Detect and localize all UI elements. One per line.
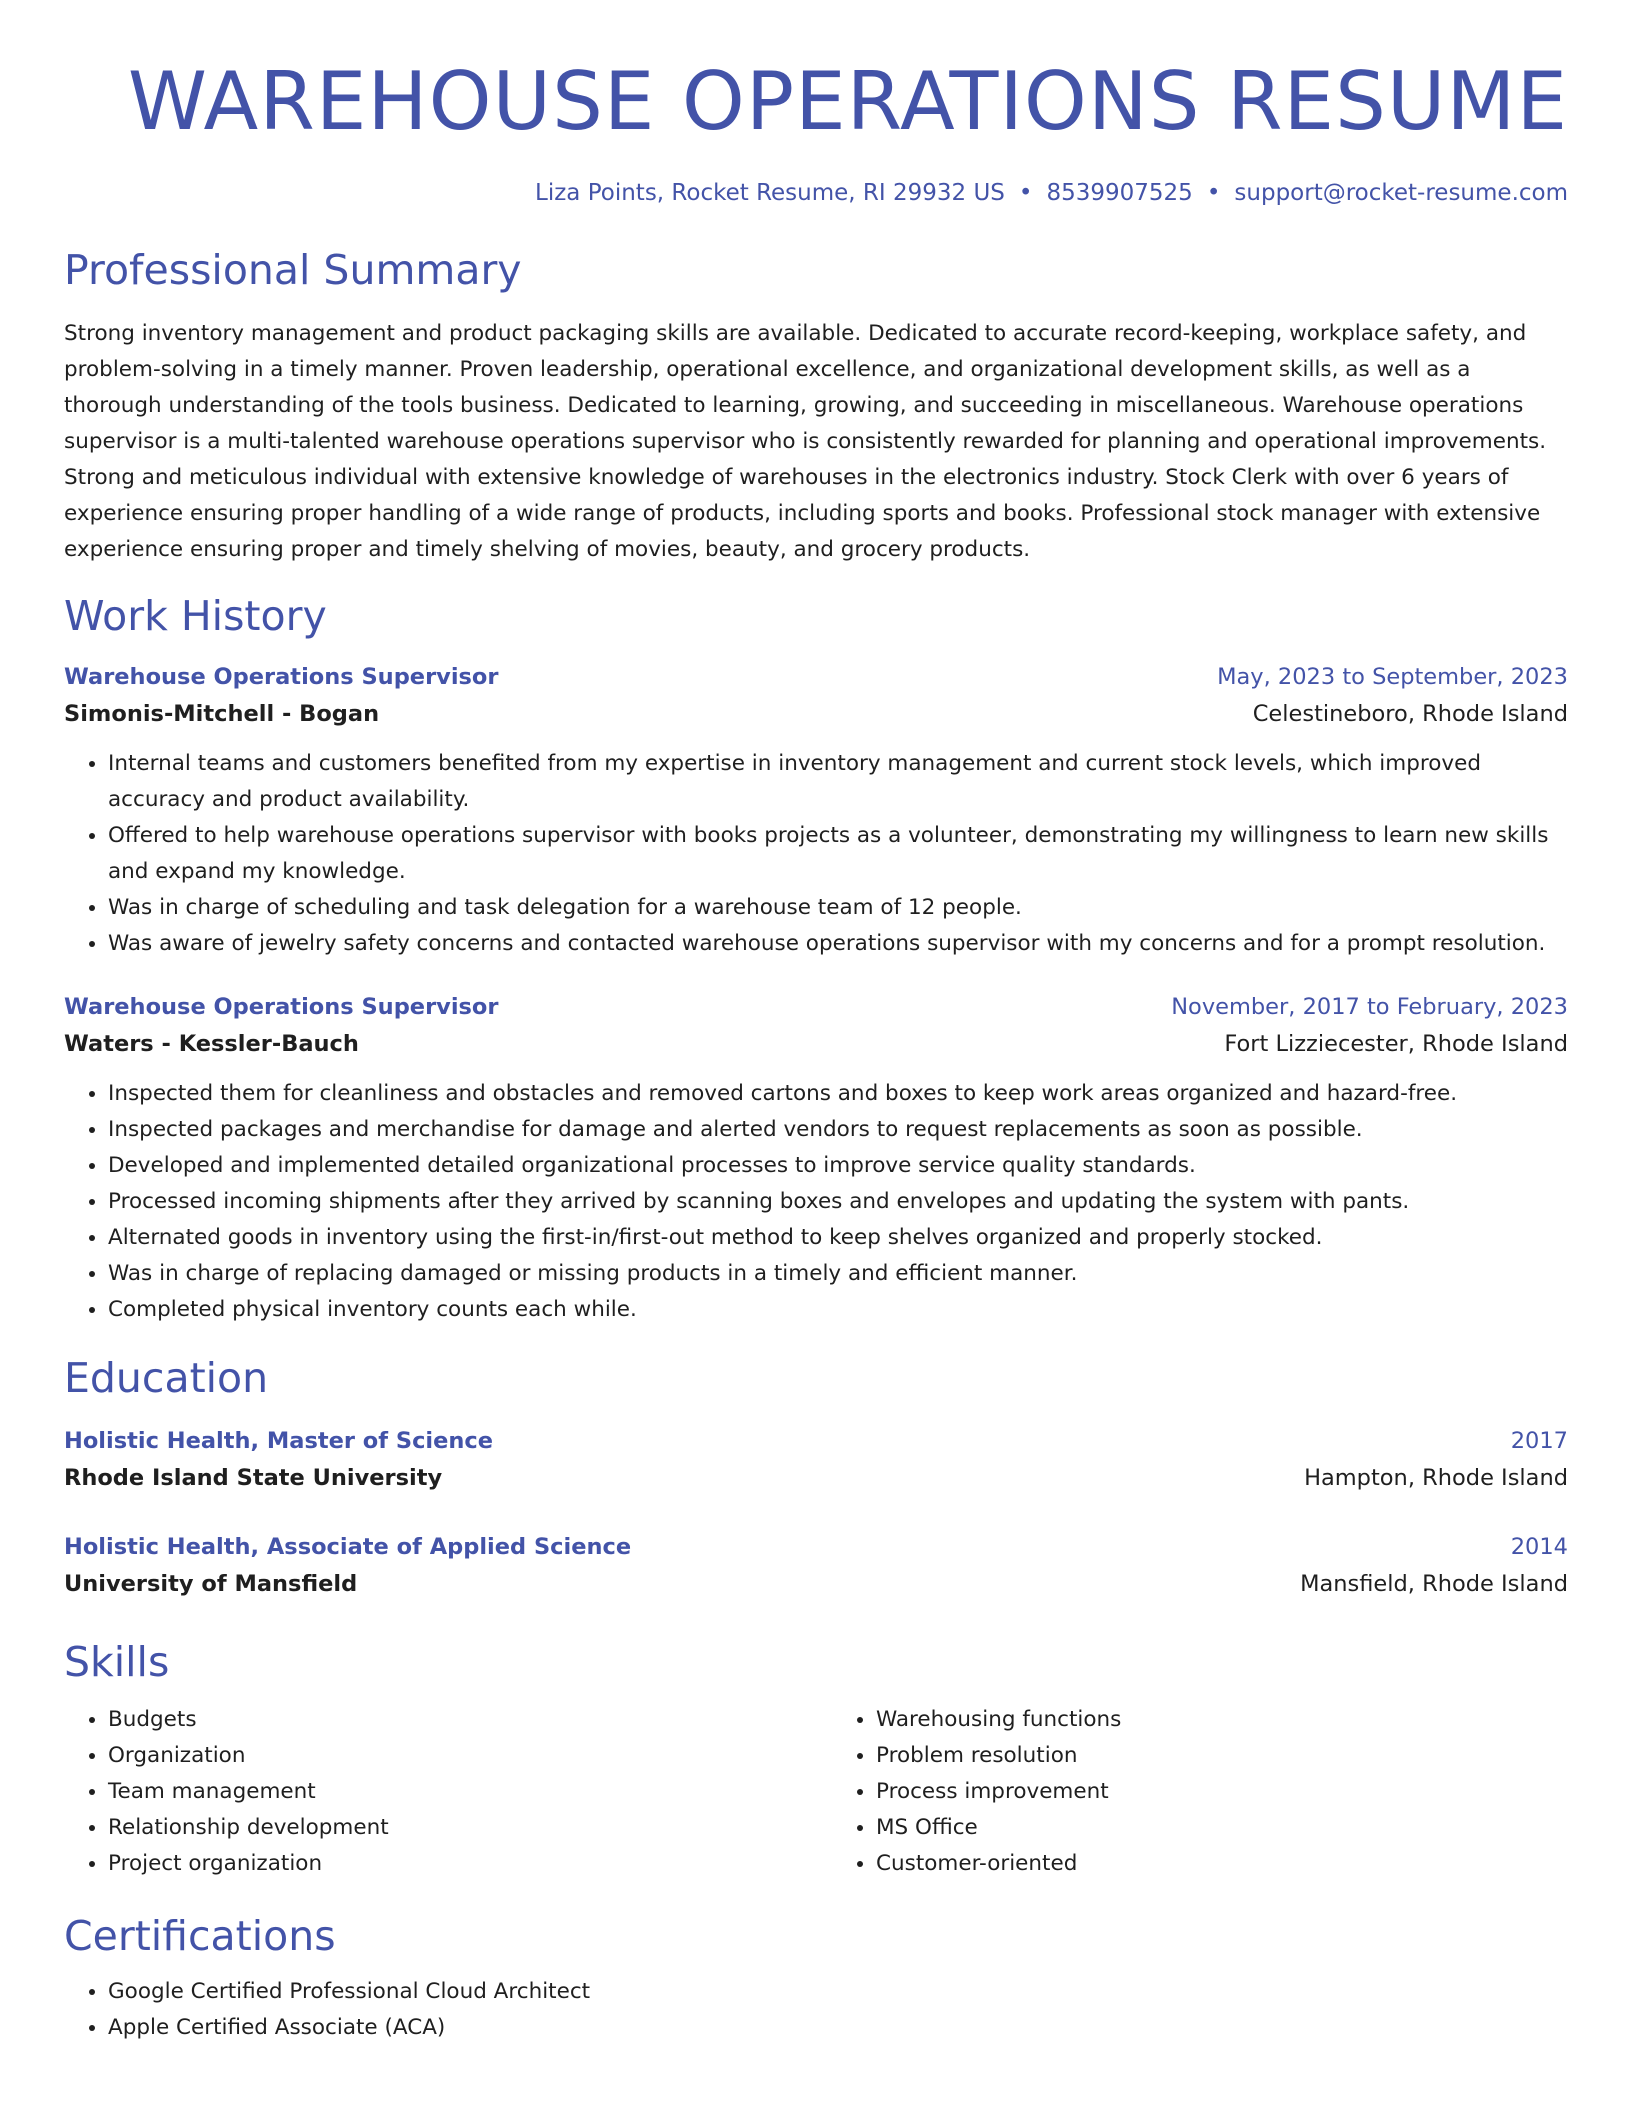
job-bullet: • Internal teams and customers benefited from my expertise in inventory management and current stock levels, which improved accuracy and product availability. [108,746,1568,818]
job-title: Warehouse Operations Supervisor [64,664,499,690]
job-bullets [64,746,1568,962]
education-year: 2017 [1510,1428,1568,1454]
job-bullet: • Developed and implemented detailed organizational processes to improve service quality standards. [108,1148,1568,1184]
job-location: Celestineboro, Rhode Island [1252,701,1568,727]
contact-line [64,178,1568,208]
skills-list-right [816,1702,1568,1882]
education-entry [64,1530,1568,1604]
contact-separator: • [1018,180,1033,206]
education-degree: Holistic Health, Associate of Applied Science [64,1534,632,1560]
education-school: University of Mansfield [64,1571,358,1597]
contact-separator: • [1206,180,1221,206]
job-bullet: • Inspected them for cleanliness and obstacles and removed cartons and boxes to keep work areas organized and hazard-free. [108,1076,1568,1112]
skill-item: • Budgets [108,1702,816,1738]
education-heading: Education [64,1354,269,1402]
job-bullet: • Was aware of jewelry safety concerns and contacted warehouse operations supervisor with my concerns and for a prompt resolution. [108,926,1568,962]
skill-item: • Customer-oriented [876,1846,1568,1882]
job-header-row [64,660,1568,694]
contact-email[interactable]: support@rocket-resume.com [1234,180,1568,206]
skills-columns [64,1702,1568,1882]
job-company-row [64,1024,1568,1064]
education-school: Rhode Island State University [64,1465,443,1491]
job-bullet: • Completed physical inventory counts each while. [108,1292,1568,1328]
education-entry [64,1424,1568,1498]
summary-heading: Professional Summary [64,246,522,294]
skills-list-left [64,1702,816,1882]
job-bullets [64,1076,1568,1328]
skill-item: • Organization [108,1738,816,1774]
job-dates: November, 2017 to February, 2023 [1171,994,1568,1020]
education-school-row [64,1458,1568,1498]
job-location: Fort Lizziecester, Rhode Island [1224,1031,1568,1057]
job-company-row [64,694,1568,734]
job-bullet: • Inspected packages and merchandise for damage and alerted vendors to request replacements as soon as possible. [108,1112,1568,1148]
education-school-row [64,1564,1568,1604]
education-header-row [64,1424,1568,1458]
education-location: Hampton, Rhode Island [1304,1465,1568,1491]
skill-item: • Relationship development [108,1810,816,1846]
job-bullet: • Processed incoming shipments after they arrived by scanning boxes and envelopes and updating the system with pants. [108,1184,1568,1220]
job-title: Warehouse Operations Supervisor [64,994,499,1020]
skill-item: • MS Office [876,1810,1568,1846]
job-company: Simonis-Mitchell - Bogan [64,701,380,727]
skill-item: • Problem resolution [876,1738,1568,1774]
job-bullet: • Was in charge of scheduling and task delegation for a warehouse team of 12 people. [108,890,1568,926]
certifications-heading: Certifications [64,1912,336,1960]
certifications-list [64,1974,1568,2046]
education-year: 2014 [1510,1534,1568,1560]
education-degree: Holistic Health, Master of Science [64,1428,494,1454]
job-company: Waters - Kessler-Bauch [64,1031,359,1057]
skills-heading: Skills [64,1638,170,1686]
job-bullet: • Alternated goods in inventory using the first-in/first-out method to keep shelves organized and properly stocked. [108,1220,1568,1256]
education-header-row [64,1530,1568,1564]
job-bullet: • Offered to help warehouse operations supervisor with books projects as a volunteer, demonstrating my willingness to learn new skills and expand my knowledge. [108,818,1568,890]
certification-item: • Google Certified Professional Cloud Architect [108,1974,1568,2010]
skill-item: • Process improvement [876,1774,1568,1810]
skill-item: • Project organization [108,1846,816,1882]
job-entry [64,660,1568,962]
contact-address: Liza Points, Rocket Resume, RI 29932 US [535,180,1005,206]
job-dates: May, 2023 to September, 2023 [1217,664,1568,690]
certification-item: • Apple Certified Associate (ACA) [108,2010,1568,2046]
skill-item: • Warehousing functions [876,1702,1568,1738]
job-bullet: • Was in charge of replacing damaged or missing products in a timely and efficient manner. [108,1256,1568,1292]
contact-phone: 8539907525 [1046,180,1193,206]
job-entry [64,990,1568,1328]
resume-title: WAREHOUSE OPERATIONS RESUME [127,55,1568,148]
summary-text: Strong inventory management and product packaging skills are available. Dedicated to accurate record-keeping, workplace safety, and problem-solving in a timely manner. Proven leadership, operational excellence, and organizational development skills, as well as a thorough understanding of the tools business. Dedicated to learning, growing, and succeeding in miscellaneous. Warehouse operations supervisor is a multi-talented warehouse operations supervisor who is consistently rewarded for planning and operational improvements. Strong and meticulous individual with extensive knowledge of warehouses in the electronics industry. Stock Clerk with over 6 years of experience ensuring proper handling of a wide range of products, including sports and books. Professional stock manager with extensive experience ensuring proper and timely shelving of movies, beauty, and grocery products. [64,321,1547,562]
education-location: Mansfield, Rhode Island [1300,1571,1568,1597]
job-header-row [64,990,1568,1024]
skill-item: • Team management [108,1774,816,1810]
work-history-heading: Work History [64,592,327,640]
